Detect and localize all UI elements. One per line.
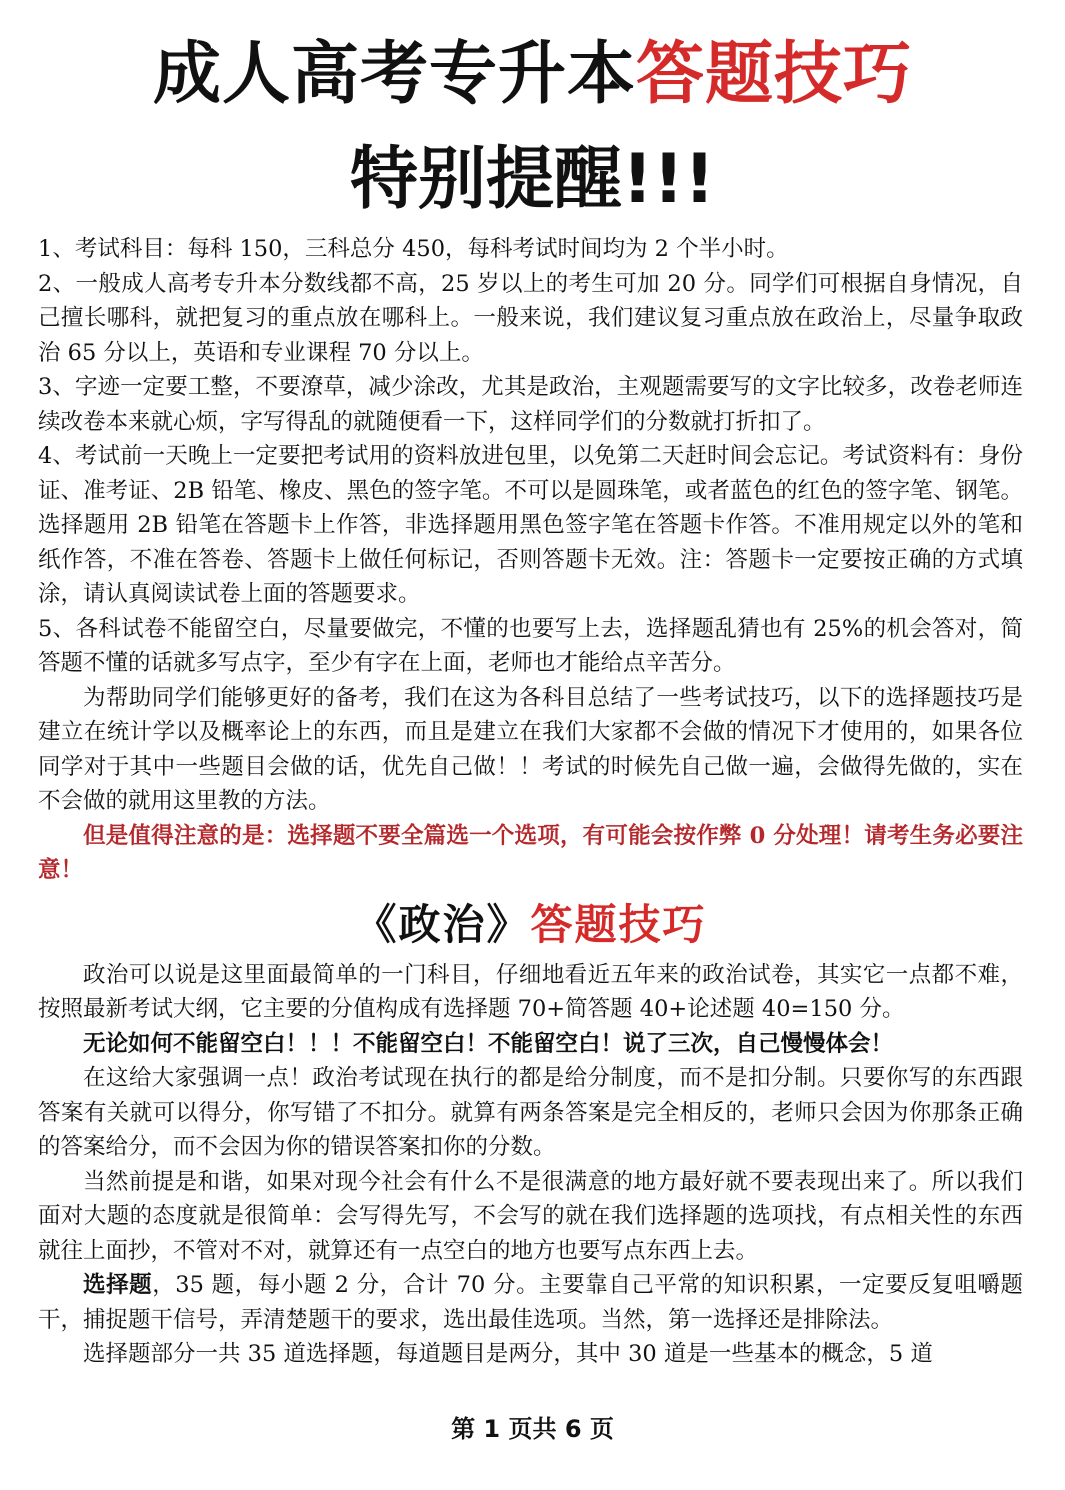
intro-paragraph: 为帮助同学们能够更好的备考，我们在这为各科目总结了一些考试技巧，以下的选择题技巧是建立在统计学以及概率论上的东西，而且是建立在我们大家都不会做的情况下才使用的，如果各位同学对于其中一些题目会做的话，优先自己做！！考试的时候先自己做一遍，会做得先做的，实在不会做的就用这里教的方法。 [38,684,1023,814]
section-title-red: 答题技巧 [530,899,707,949]
section-title-black: 《政治》 [354,899,531,949]
title-red: 答题技巧 [636,35,913,114]
politics-paragraph-6: 选择题部分一共 35 道选择题，每道题目是两分，其中 30 道是一些基本的概念，5 道 [83,1341,933,1367]
warning-paragraph: 但是值得注意的是：选择题不要全篇选一个选项，有可能会按作弊 0 分处理！请考生务必要注意！ [38,822,1023,883]
item-4: 4、考试前一天晚上一定要把考试用的资料放进包里，以免第二天赶时间会忘记。考试资料有：身份证、准考证、2B 铅笔、橡皮、黑色的签字笔。不可以是圆珠笔，或者蓝色的红色的签字笔、钢笔。选择题用 2B 铅笔在答题卡上作答，非选择题用黑色签字笔在答题卡作答。不准用规定以外的笔和纸作答，不准在答卷、答题卡上做任何标记，否则答题卡无效。注：答题卡一定要按正确的方式填涂，请认真阅读试卷上面的答题要求。 [38,443,1023,607]
item-3: 3、字迹一定要工整，不要潦草，减少涂改，尤其是政治，主观题需要写的文字比较多，改卷老师连续改卷本来就心烦，字写得乱的就随便看一下，这样同学们的分数就打折扣了。 [38,374,1023,435]
page-title [0,30,1065,120]
title-black: 成人高考专升本 [152,35,636,114]
politics-paragraph-3: 在这给大家强调一点！政治考试现在执行的都是给分制度，而不是扣分制。只要你写的东西跟答案有关就可以得分，你写错了不扣分。就算有两条答案是完全相反的，老师只会因为你那条正确的答案给分，而不会因为你的错误答案扣你的分数。 [38,1065,1023,1160]
document-body [38,232,1023,1372]
item-2: 2、一般成人高考专升本分数线都不高，25 岁以上的考生可加 20 分。同学们可根据自身情况，自己擅长哪科，就把复习的重点放在哪科上。一般来说，我们建议复习重点放在政治上，尽量争取政治 65 分以上，英语和专业课程 70 分以上。 [38,270,1023,366]
page-footer: 第 1 页共 6 页 [451,1415,614,1443]
politics-paragraph-2: 无论如何不能留空白！！！不能留空白！不能留空白！说了三次，自己慢慢体会！ [83,1030,894,1057]
choice-label: 选择题 [83,1272,153,1298]
politics-paragraph-1: 政治可以说是这里面最简单的一门科目，仔细地看近五年来的政治试卷，其实它一点都不难，按照最新考试大纲，它主要的分值构成有选择题 70+简答题 40+论述题 40=150 分。 [38,961,1023,1022]
section-title [38,896,1023,954]
politics-paragraph-4: 当然前提是和谐，如果对现今社会有什么不是很满意的地方最好就不要表现出来了。所以我们面对大题的态度就是很简单：会写得先写，不会写的就在我们选择题的选项找，有点相关性的东西就往上面抄，不管对不对，就算还有一点空白的地方也要写点东西上去。 [38,1168,1023,1264]
item-5: 5、各科试卷不能留空白，尽量要做完，不懂的也要写上去，选择题乱猜也有 25%的机会答对，简答题不懂的话就多写点字，至少有字在上面，老师也才能给点辛苦分。 [38,615,1023,676]
choice-text: ，35 题，每小题 2 分，合计 70 分。主要靠自己平常的知识积累，一定要反复咀嚼题干，捕捉题干信号，弄清楚题干的要求，选出最佳选项。当然，第一选择还是排除法。 [38,1272,1023,1333]
politics-paragraph-5 [38,1268,1023,1337]
item-1: 1、考试科目：每科 150，三科总分 450，每科考试时间均为 2 个半小时。 [38,236,789,262]
page-subtitle: 特别提醒!!! [349,140,716,219]
